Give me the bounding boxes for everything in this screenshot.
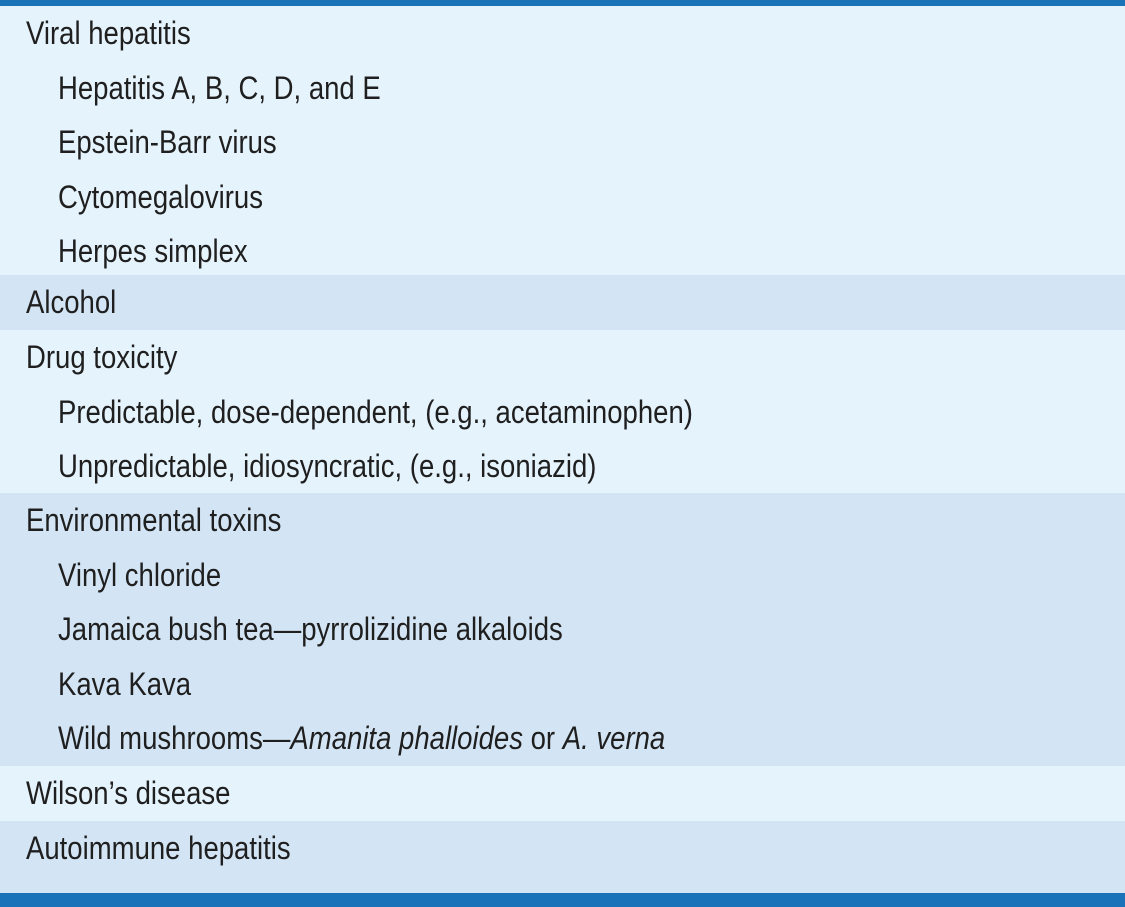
species-name: A. verna — [562, 720, 666, 756]
group-environmental-toxins — [0, 493, 1125, 766]
species-name: Amanita phalloides — [290, 720, 523, 756]
list-item: Cytomegalovirus — [58, 178, 263, 215]
list-item: Epstein-Barr virus — [58, 124, 277, 160]
group-autoimmune-hepatitis — [0, 821, 1125, 893]
group-viral-hepatitis — [0, 6, 1125, 275]
list-item: Herpes simplex — [58, 233, 248, 269]
list-item: Jamaica bush tea—pyrrolizidine alkaloids — [58, 611, 563, 647]
mushroom-prefix: Wild mushrooms— — [58, 720, 291, 756]
connector: or — [522, 720, 563, 756]
group-drug-toxicity — [0, 330, 1125, 493]
list-item: Predictable, dose-dependent, (e.g., acetaminophen) — [58, 393, 693, 430]
group-heading: Environmental toxins — [26, 502, 282, 538]
group-heading: Alcohol — [26, 284, 117, 320]
list-item: Hepatitis A, B, C, D, and E — [58, 69, 381, 106]
table-bottom-rule — [0, 893, 1125, 907]
group-alcohol — [0, 275, 1125, 330]
list-item: Vinyl chloride — [58, 556, 222, 593]
list-item: Kava Kava — [58, 665, 192, 702]
group-heading: Viral hepatitis — [26, 15, 191, 51]
list-item-wild-mushrooms — [8, 711, 976, 766]
group-heading: Drug toxicity — [26, 339, 178, 375]
group-heading: Wilson’s disease — [26, 775, 231, 811]
list-item: Unpredictable, idiosyncratic, (e.g., isoniazid) — [58, 448, 597, 484]
group-heading: Autoimmune hepatitis — [26, 830, 291, 866]
group-wilsons-disease — [0, 766, 1125, 821]
